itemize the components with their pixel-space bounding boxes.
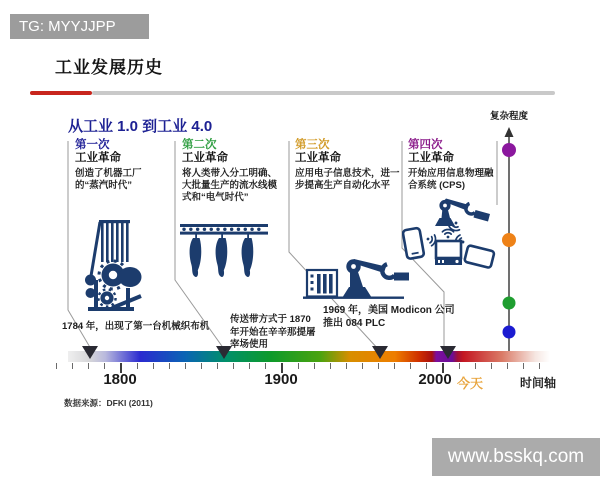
- time-axis-label: 时间轴: [520, 376, 557, 390]
- era-label: 第三次: [295, 139, 330, 151]
- minor-tick: [507, 363, 508, 369]
- page-title: 工业发展历史: [55, 58, 163, 77]
- minor-tick: [217, 363, 218, 369]
- conveyor-icon: [180, 224, 268, 284]
- minor-tick: [426, 363, 427, 369]
- mini-robot-arm: [435, 199, 490, 227]
- data-source: 数据来源：DFKI (2011): [64, 398, 153, 408]
- minor-tick: [410, 363, 411, 369]
- minor-tick: [362, 363, 363, 369]
- minor-tick: [314, 363, 315, 369]
- minor-tick: [298, 363, 299, 369]
- caption-1784: 1784 年，出现了第一台机械织布机: [62, 321, 210, 332]
- era-desc: 将人类带入分工明确、大批量生产的流水线模式和“电气时代”: [182, 168, 278, 204]
- watermark-text: www.bsskq.com: [447, 446, 585, 467]
- year-label-2000: 2000: [418, 371, 452, 388]
- minor-tick: [88, 363, 89, 369]
- minor-tick: [72, 363, 73, 369]
- era-title: 工业革命: [295, 152, 341, 165]
- era-desc: 应用电子信息技术，进一步提高生产自动化水平: [295, 168, 400, 192]
- industry4-dot: [502, 143, 516, 157]
- industry1-dot: [503, 326, 516, 339]
- minor-tick: [539, 363, 540, 369]
- column-industry4: [408, 139, 500, 192]
- marker-today-icon: [440, 346, 456, 359]
- marker-1969-icon: [372, 346, 388, 359]
- complexity-axis-label: 复杂程度: [489, 111, 528, 122]
- tablet-icon: [464, 245, 494, 268]
- timeline-gradient-bar: [68, 351, 550, 362]
- hanging-carcasses: [190, 234, 254, 277]
- loom-icon: [84, 220, 142, 315]
- era-title: 工业革命: [75, 152, 121, 165]
- minor-tick: [185, 363, 186, 369]
- column-industry1: [75, 139, 167, 192]
- minor-tick: [104, 363, 105, 369]
- minor-tick: [475, 363, 476, 369]
- minor-tick: [137, 363, 138, 369]
- minor-tick: [491, 363, 492, 369]
- era-desc: 创造了机器工厂的“蒸汽时代”: [75, 168, 142, 192]
- wifi-icon: [442, 230, 453, 239]
- column-industry2: [182, 139, 282, 204]
- today-label: 今天: [456, 376, 483, 391]
- era-desc: 开始应用信息物理融合系统 (CPS): [408, 168, 494, 192]
- monitor-icon: [435, 241, 462, 265]
- plc-box: [307, 270, 337, 297]
- column-industry3: [295, 139, 407, 192]
- iot-devices-icon: [402, 196, 497, 272]
- marker-1784-icon: [82, 346, 98, 359]
- era-label: 第二次: [182, 139, 217, 151]
- minor-tick: [346, 363, 347, 369]
- era-title: 工业革命: [182, 152, 228, 165]
- minor-tick: [265, 363, 266, 369]
- year-label-1900: 1900: [264, 371, 298, 388]
- year-label-1800: 1800: [103, 371, 137, 388]
- era-label: 第四次: [408, 139, 443, 151]
- minor-tick: [394, 363, 395, 369]
- minor-tick: [56, 363, 57, 369]
- tg-banner-text: TG: MYYJJPP: [19, 18, 116, 35]
- industry2-dot: [503, 297, 516, 310]
- robot-arm: [343, 259, 409, 297]
- complexity-axis: [502, 127, 516, 352]
- era-label: 第一次: [75, 139, 110, 151]
- era-title: 工业革命: [408, 152, 454, 165]
- smartphone-icon: [403, 228, 425, 260]
- minor-tick: [201, 363, 202, 369]
- minor-tick: [378, 363, 379, 369]
- diagram-heading: 从工业 1.0 到工业 4.0: [68, 118, 213, 135]
- industry3-dot: [502, 233, 516, 247]
- minor-tick: [169, 363, 170, 369]
- robot-plc-icon: [303, 256, 409, 300]
- caption-1969: 1969 年，美国 Modicon 公司推出 084 PLC: [323, 305, 455, 330]
- caption-1870: 传送带方式于 1870 年开始在辛辛那提屠宰场使用: [230, 314, 316, 351]
- minor-tick: [153, 363, 154, 369]
- minor-tick: [249, 363, 250, 369]
- minor-tick: [330, 363, 331, 369]
- minor-tick: [523, 363, 524, 369]
- marker-1870-icon: [216, 346, 232, 359]
- minor-tick: [233, 363, 234, 369]
- axis-arrow-icon: [505, 127, 514, 137]
- watermark: [432, 438, 600, 476]
- minor-tick: [459, 363, 460, 369]
